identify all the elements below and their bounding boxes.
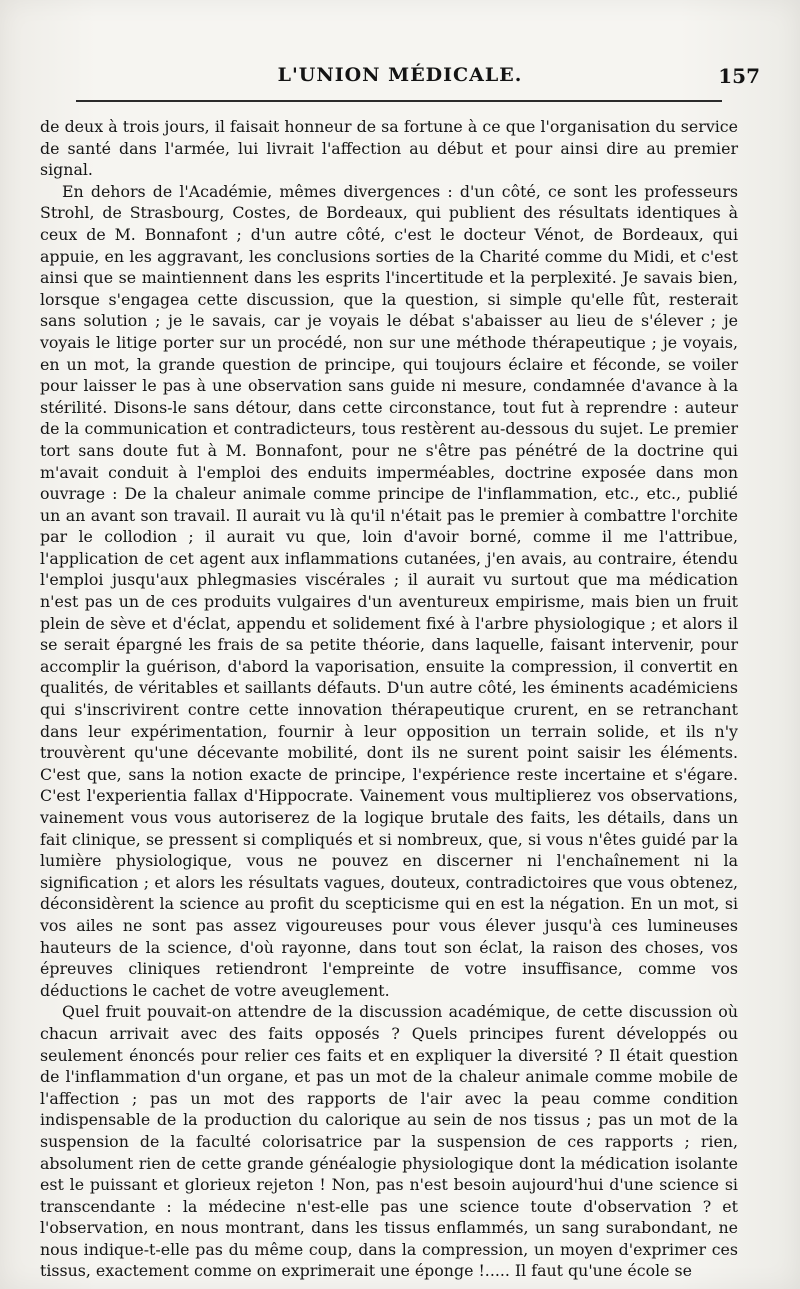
paragraph-3: Quel fruit pouvait-on attendre de la discussion académique, de cette discussion où chacun arrivait avec des faits opposés ? Quels principes furent développés ou seulement énoncés pour relier ces faits et en expliquer la diversité ? Il était question de l'inflammation d'un organe, et pas un mot de la chaleur animale comme mobile de l'affection ; pas un mot des rapports de l'air avec la peau comme condition indispensable de la production du calorique au sein de nos tissus ; pas un mot de la suspension de la faculté colorisatrice par la suspension de ces rapports ; rien, absolument rien de cette grande généalogie physiologique dont la médication isolante est le puissant et glorieux rejeton ! Non, pas n'est besoin aujourd'hui d'une science si transcendante : la médecine n'est-elle pas une science toute d'observation ? et l'observation, en nous montrant, dans les tissus enflammés, un sang surabondant, ne nous indique-t-elle pas du même coup, dans la compression, un moyen d'exprimer ces tissus, exactement comme on exprimerait une éponge !..... Il faut qu'une école se xyxy=(40,1002,738,1281)
paragraph-1: de deux à trois jours, il faisait honneur de sa fortune à ce que l'organisation du service de santé dans l'armée, lui livrait l'affection au début et pour ainsi dire au premier signal. xyxy=(40,117,738,180)
running-title: L'UNION MÉDICALE. xyxy=(277,64,523,86)
header-rule xyxy=(76,100,722,102)
paragraph-2: En dehors de l'Académie, mêmes divergences : d'un côté, ce sont les professeurs Strohl, de Strasbourg, Costes, de Bordeaux, qui publient des résultats identiques à ceux de M. Bonnafont ; d'un autre côté, c'est le docteur Vénot, de Bordeaux, qui appuie, en les aggravant, les conclusions sorties de la Charité comme du Midi, et c'est ainsi que se maintiennent dans les esprits l'incertitude et la perplexité. Je savais bien, lorsque s'engagea cette discussion, que la question, si simple qu'elle fût, resterait sans solution ; je le savais, car je voyais le débat s'abaisser au lieu de s'élever ; je voyais le litige porter sur un procédé, non sur une méthode thérapeutique ; je voyais, en un mot, la grande question de principe, qui toujours éclaire et féconde, se voiler pour laisser le pas à une observation sans guide ni mesure, condamnée d'avance à la stérilité. Disons-le sans détour, dans cette circonstance, tout fut à reprendre : auteur de la communication et contradicteurs, tous restèrent au-dessous du sujet. Le premier tort sans doute fut à M. Bonnafont, pour ne s'être pas pénétré de la doctrine qui m'avait conduit à l'emploi des enduits imperméables, doctrine exposée dans mon ouvrage : De la chaleur animale comme principe de l'inflammation, etc., etc., publié un an avant son travail. Il aurait vu là qu'il n'était pas le premier à combattre l'orchite par le collodion ; il aurait vu que, loin d'avoir borné, comme il me l'attribue, l'application de cet agent aux inflammations cutanées, j'en avais, au contraire, étendu l'emploi jusqu'aux phlegmasies viscérales ; il aurait vu surtout que ma médication n'est pas un de ces produits vulgaires d'un aventureux empirisme, mais bien un fruit plein de sève et d'éclat, appendu et solidement fixé à l'arbre physiologique ; et alors il se serait épargné les frais de sa petite théorie, dans laquelle, faisant intervenir, pour accomplir la guérison, d'abord la vaporisation, ensuite la compression, il convertit en qualités, de véritables et saillants défauts. D'un autre côté, les éminents académiciens qui s'inscrivirent contre cette innovation thérapeutique crurent, en se retranchant dans leur expérimentation, fournir à leur opposition un terrain solide, et ils n'y trouvèrent qu'une décevante mobilité, dont ils ne surent point saisir les éléments. C'est que, sans la notion exacte de principe, l'expérience reste incertaine et s'égare. C'est l'experientia fallax d'Hippocrate. Vainement vous multiplierez vos observations, vainement vous vous autoriserez de la logique brutale des faits, les détails, dans un fait clinique, se pressent si compliqués et si nombreux, que, si vous n'êtes guidé par la lumière physiologique, vous ne pouvez en discerner ni l'enchaînement ni la signification ; et alors les résultats vagues, douteux, contradictoires que vous obtenez, déconsidèrent la science au profit du scepticisme qui en est la négation. En un mot, si vos ailes ne sont pas assez vigoureuses pour vous élever jusqu'à ces lumineuses hauteurs de la science, d'où rayonne, dans tout son éclat, la raison des choses, vos épreuves cliniques retiendront l'empreinte de votre insuffisance, comme vos déductions le cachet de votre aveuglement. xyxy=(40,181,738,1000)
body-text xyxy=(40,116,738,1282)
page-number: 157 xyxy=(718,64,760,88)
